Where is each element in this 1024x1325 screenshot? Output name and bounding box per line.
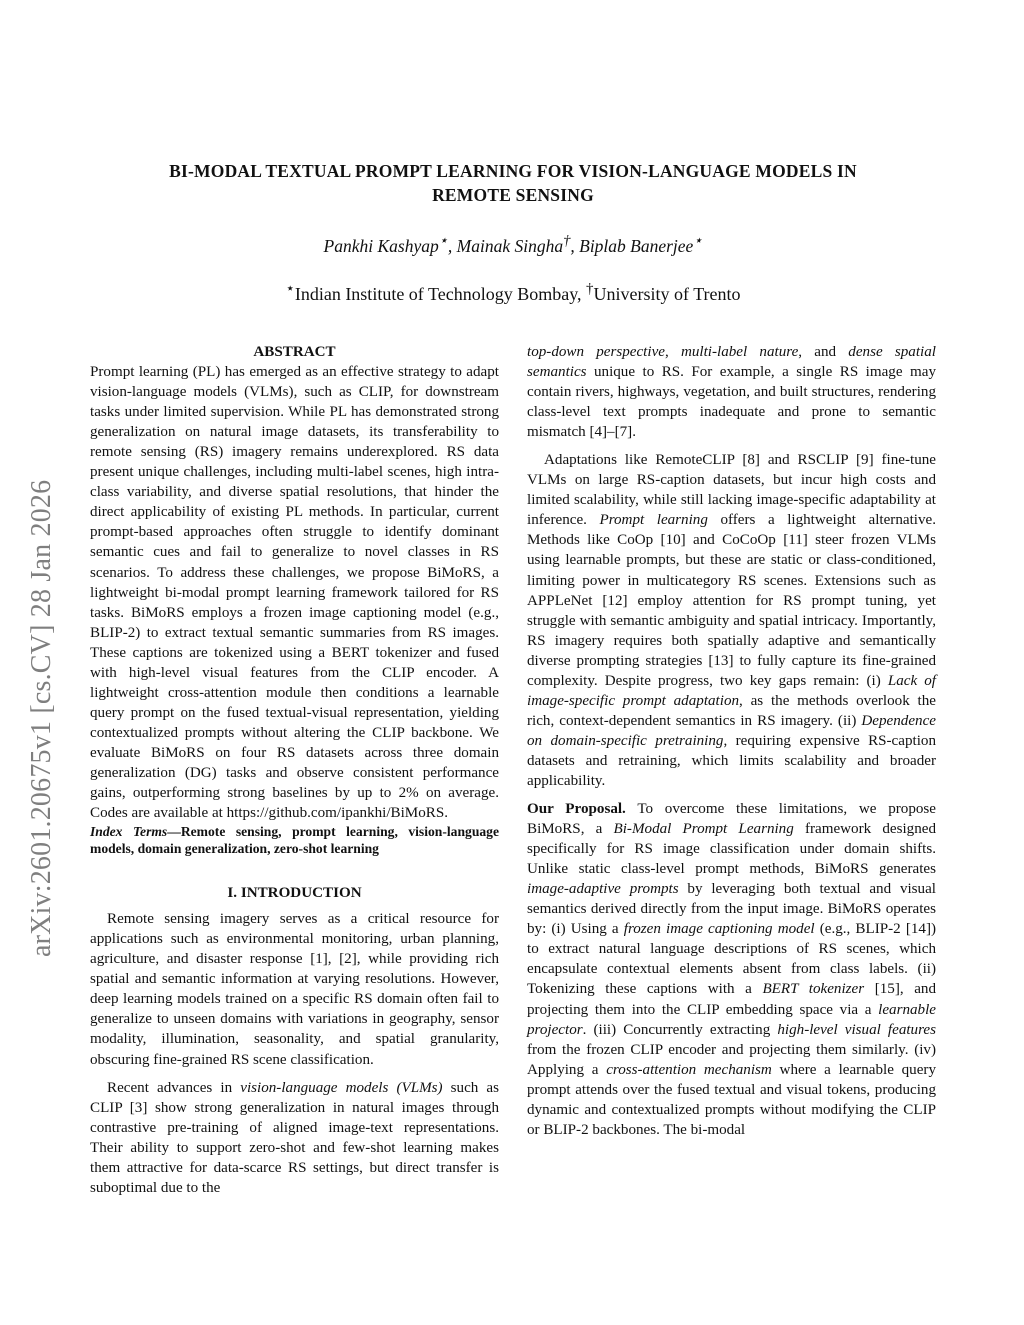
title-line-2: REMOTE SENSING xyxy=(432,185,594,205)
affiliation-mark: † xyxy=(563,233,571,249)
paper-title xyxy=(90,159,936,207)
index-terms-label: Index Terms xyxy=(90,824,168,840)
abstract-heading: ABSTRACT xyxy=(253,344,336,360)
index-terms-text: Remote sensing, prompt learning, vision-language models, domain generalization, zero-shot learning xyxy=(90,824,500,857)
author-separator: , xyxy=(447,235,457,256)
intro-paragraph-3: Adaptations like RemoteCLIP [8] and RSCLIP [9] fine-tune VLMs on large RS-caption datasets, but incur high costs and limited scalability, while still lacking image-specific adaptability at inference. Prompt learning offers a lightweight alternative. Methods like CoOp [10] and CoCoOp [11] steer frozen VLMs using learnable prompts, but these are static or class-conditioned, limiting power in multicategory RS scenes. Extensions such as APPLeNet [12] employ attention for RS prompt tuning, yet struggle with semantic ambiguity and spatial intricacy. Importantly, RS imagery requires both spatially adaptive and semantically diverse prompting strategies [13] to fully capture its fine-grained complexity. Despite progress, two key gaps remain: (i) Lack of image-specific prompt adaptation, as the methods overlook the rich, context-dependent semantics in RS imagery. (ii) Dependence on domain-specific pretraining, requiring expensive RS-caption datasets and retraining, which limits scalability and broader applicability. xyxy=(527,452,936,789)
author-name: Pankhi Kashyap xyxy=(323,235,439,256)
title-line-1: BI-MODAL TEXTUAL PROMPT LEARNING FOR VISION-LANGUAGE MODELS IN xyxy=(169,161,857,181)
affiliations xyxy=(90,279,936,305)
affiliation-mark: ⋆ xyxy=(693,233,703,249)
author-name: Mainak Singha xyxy=(456,235,564,256)
left-column xyxy=(90,342,499,1198)
affiliation-mark: † xyxy=(586,281,594,297)
affiliation-mark: ⋆ xyxy=(285,281,295,297)
index-terms xyxy=(90,823,499,857)
affiliation-name: University of Trento xyxy=(593,284,741,304)
arxiv-identifier: arXiv:2601.20675v1 [cs.CV] 28 Jan 2026 xyxy=(26,479,57,957)
author-name: Biplab Banerjee xyxy=(579,235,694,256)
intro-paragraph-1: Remote sensing imagery serves as a critical resource for applications such as environmental monitoring, urban planning, agriculture, and disaster response [1], [2], while providing rich spatial and semantic information at varying resolutions. However, deep learning models trained on a specific RS domain often fail to generalize to unseen domains with variations in geography, sensor modality, illumination, seasonality, and spatial granularity, obscuring fine-grained RS scene classification. xyxy=(90,911,499,1068)
affiliation-name: Indian Institute of Technology Bombay, xyxy=(294,284,587,304)
intro-paragraph-4: Our Proposal. To overcome these limitations, we propose BiMoRS, a Bi-Modal Prompt Learning framework designed specifically for RS image classification under domain shifts. Unlike static class-level prompt methods, BiMoRS generates image-adaptive prompts by leveraging both textual and visual semantics derived directly from the input image. BiMoRS operates by: (i) Using a frozen image captioning model (e.g., BLIP-2 [14]) to extract natural language descriptions of RS scenes, which encapsulate contextual elements absent from class labels. (ii) Tokenizing these captions with a BERT tokenizer [15], and projecting them into the CLIP embedding space via a learnable projector. (iii) Concurrently extracting high-level visual features from the frozen CLIP encoder and projecting them similarly. (iv) Applying a cross-attention mechanism where a learnable query prompt attends over the fused textual and visual tokens, producing dynamic and contextualized prompts without modifying the CLIP or BLIP-2 backbones. The bi-modal xyxy=(527,801,937,1138)
intro-paragraph-2-continued: top-down perspective, multi-label nature, and dense spatial semantics unique to RS. For example, a single RS image may contain rivers, highways, vegetation, and built structures, rendering class-level text prompts inadequate and prone to semantic mismatch [4]–[7]. xyxy=(527,344,936,441)
run-in-heading: Our Proposal. xyxy=(527,801,626,818)
abstract-text: Prompt learning (PL) has emerged as an effective strategy to adapt vision-language models (VLMs), such as CLIP, for downstream tasks under limited supervision. While PL has demonstrated strong generalization on natural image datasets, its transferability to remote sensing (RS) imagery remains underexplored. RS data present unique challenges, including multi-label scenes, high intra-class variability, and diverse spatial resolutions, that hinder the direct applicability of existing PL methods. In particular, current prompt-based approaches often struggle to identify dominant semantic cues and fail to generalize to novel classes in RS scenarios. To address these challenges, we propose BiMoRS, a lightweight bi-modal prompt learning framework tailored for RS tasks. BiMoRS employs a frozen image captioning model (e.g., BLIP-2) to extract textual semantic summaries from RS images. These captions are tokenized using a BERT tokenizer and fused with high-level visual features from the CLIP encoder. A lightweight cross-attention module then conditions a learnable query prompt on the fused textual-visual representation, yielding contextualized prompts without altering the CLIP backbone. We evaluate BiMoRS on four RS datasets across three domain generalization (DG) tasks and observe consistent performance gains, outperforming strong baselines by up to 2% on average. Codes are available at https://github.com/ipankhi/BiMoRS. xyxy=(90,364,499,822)
right-column xyxy=(527,342,936,1140)
author-separator: , xyxy=(570,235,580,256)
author-list xyxy=(90,232,936,257)
affiliation-mark: ⋆ xyxy=(438,233,448,249)
intro-paragraph-2: Recent advances in vision-language models (VLMs) such as CLIP [3] show strong generalization in natural images through contrastive pre-training of aligned image-text representations. Their ability to support zero-shot and few-shot learning makes them attractive for data-scarce RS settings, but direct transfer is suboptimal due to the xyxy=(90,1079,500,1196)
index-terms-dash: — xyxy=(167,824,181,840)
intro-heading: I. INTRODUCTION xyxy=(227,885,362,902)
